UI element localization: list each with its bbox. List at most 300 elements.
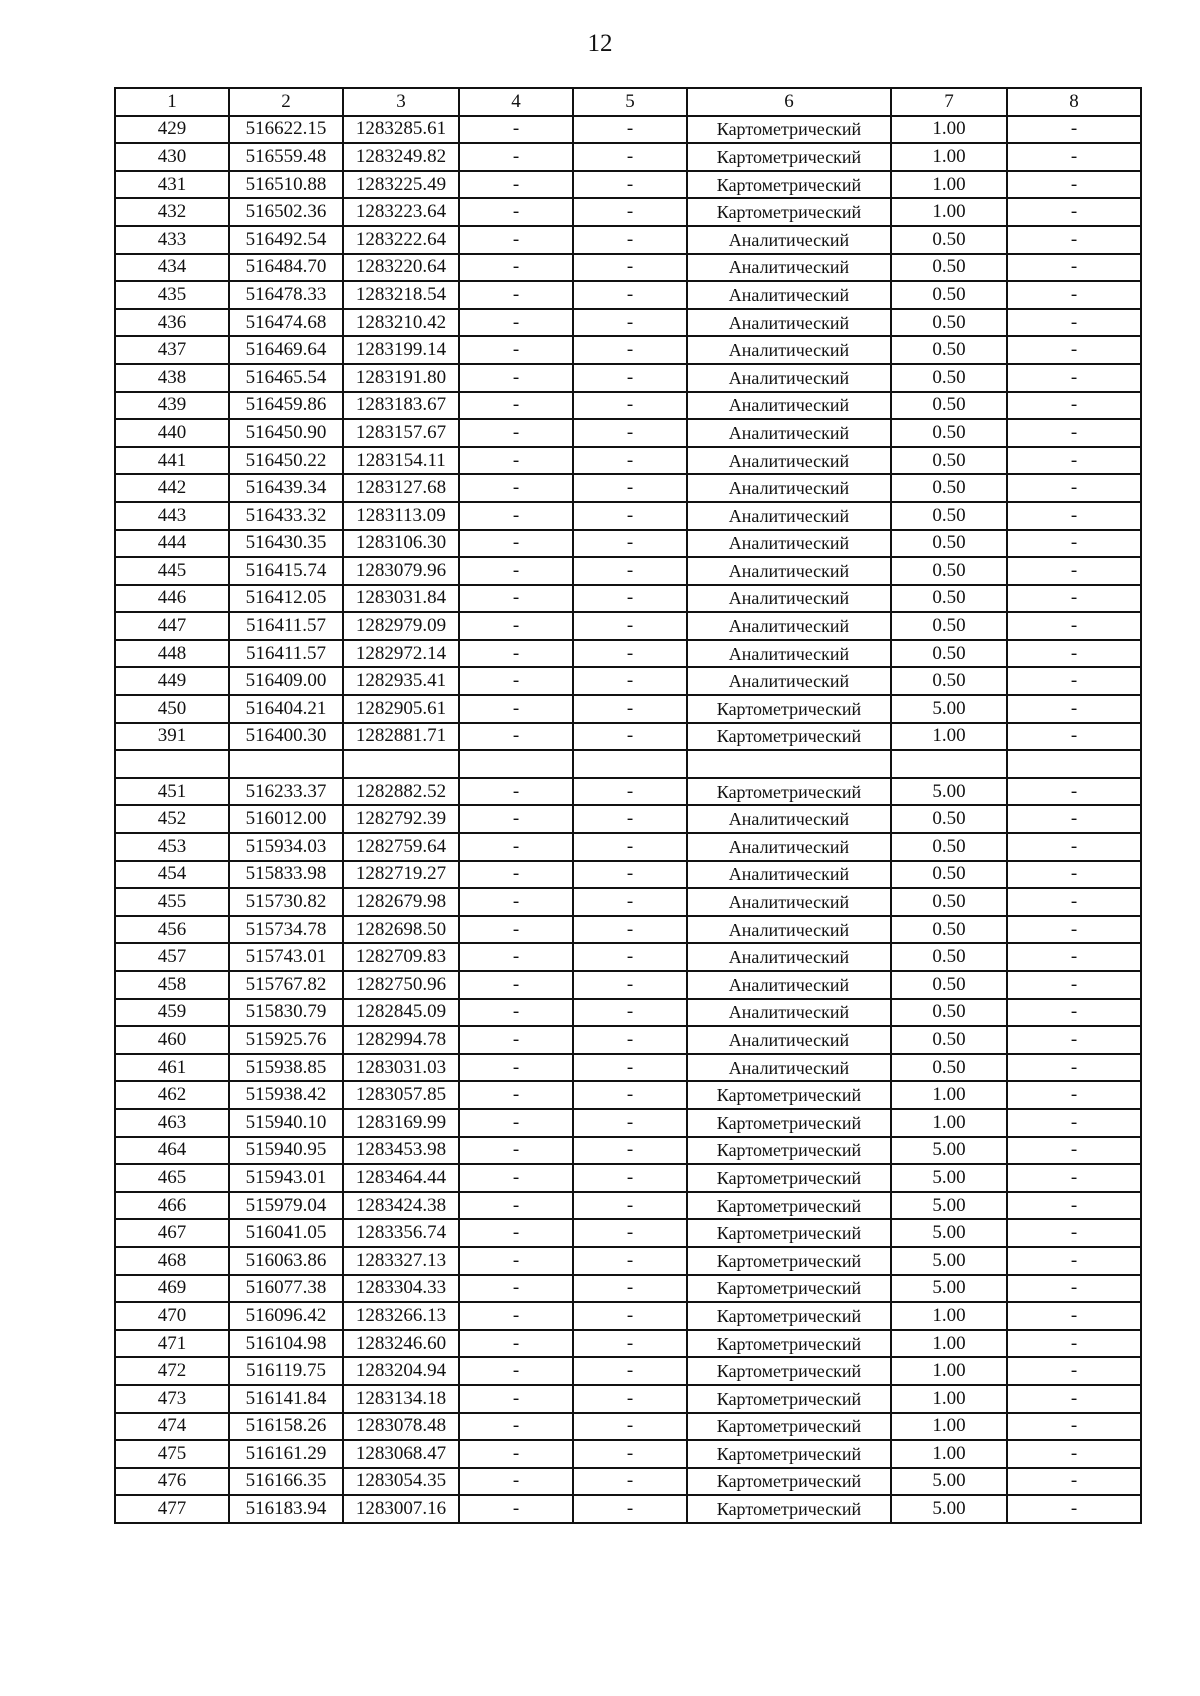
table-cell: 1.00 bbox=[891, 1330, 1007, 1358]
table-cell: - bbox=[459, 171, 573, 199]
table-cell: 5.00 bbox=[891, 778, 1007, 806]
table-cell bbox=[687, 750, 891, 778]
table-cell: 516478.33 bbox=[229, 281, 343, 309]
table-row bbox=[115, 309, 1141, 337]
table-cell bbox=[459, 750, 573, 778]
table-cell: 0.50 bbox=[891, 281, 1007, 309]
column-header: 3 bbox=[343, 88, 459, 116]
table-cell: 451 bbox=[115, 778, 229, 806]
table-cell: 516041.05 bbox=[229, 1219, 343, 1247]
table-cell: - bbox=[573, 1413, 687, 1441]
table-cell: 455 bbox=[115, 888, 229, 916]
table-cell: - bbox=[459, 1137, 573, 1165]
table-cell: 515934.03 bbox=[229, 833, 343, 861]
table-cell: 0.50 bbox=[891, 612, 1007, 640]
table-cell: Аналитический bbox=[687, 833, 891, 861]
table-cell: - bbox=[1007, 612, 1141, 640]
table-cell: - bbox=[1007, 999, 1141, 1027]
table-cell: 0.50 bbox=[891, 888, 1007, 916]
table-cell: - bbox=[1007, 943, 1141, 971]
table-cell: 457 bbox=[115, 943, 229, 971]
column-header: 2 bbox=[229, 88, 343, 116]
table-cell: - bbox=[459, 1275, 573, 1303]
table-cell: 1.00 bbox=[891, 1440, 1007, 1468]
table-cell: Аналитический bbox=[687, 447, 891, 475]
table-cell: - bbox=[1007, 1192, 1141, 1220]
table-cell: Картометрический bbox=[687, 778, 891, 806]
table-row bbox=[115, 171, 1141, 199]
table-row bbox=[115, 447, 1141, 475]
table-row bbox=[115, 1357, 1141, 1385]
table-cell: - bbox=[459, 530, 573, 558]
table-cell: Картометрический bbox=[687, 1440, 891, 1468]
table-row bbox=[115, 198, 1141, 226]
table-cell: 1283199.14 bbox=[343, 336, 459, 364]
table-cell: - bbox=[573, 971, 687, 999]
table-cell: - bbox=[1007, 1054, 1141, 1082]
table-cell: 516412.05 bbox=[229, 585, 343, 613]
table-cell: Аналитический bbox=[687, 474, 891, 502]
table-cell: 467 bbox=[115, 1219, 229, 1247]
table-cell: Картометрический bbox=[687, 1357, 891, 1385]
table-cell: Картометрический bbox=[687, 1495, 891, 1523]
table-cell: - bbox=[1007, 888, 1141, 916]
table-cell: 5.00 bbox=[891, 1219, 1007, 1247]
table-cell: - bbox=[573, 1247, 687, 1275]
table-cell: - bbox=[1007, 1468, 1141, 1496]
table-cell: - bbox=[1007, 364, 1141, 392]
table-cell: - bbox=[1007, 667, 1141, 695]
table-cell: Аналитический bbox=[687, 419, 891, 447]
table-cell: 1283007.16 bbox=[343, 1495, 459, 1523]
table-cell: - bbox=[573, 667, 687, 695]
table-cell: Аналитический bbox=[687, 336, 891, 364]
table-cell: - bbox=[459, 585, 573, 613]
table-cell: - bbox=[459, 805, 573, 833]
table-cell: - bbox=[459, 1385, 573, 1413]
table-row bbox=[115, 474, 1141, 502]
table-cell: 516415.74 bbox=[229, 557, 343, 585]
table-cell: 0.50 bbox=[891, 392, 1007, 420]
table-cell: 516183.94 bbox=[229, 1495, 343, 1523]
table-cell: 516484.70 bbox=[229, 254, 343, 282]
table-cell: 516012.00 bbox=[229, 805, 343, 833]
table-row bbox=[115, 557, 1141, 585]
table-cell: - bbox=[573, 281, 687, 309]
table-cell: 0.50 bbox=[891, 557, 1007, 585]
table-cell: - bbox=[573, 171, 687, 199]
table-cell: Картометрический bbox=[687, 1413, 891, 1441]
table-cell: - bbox=[1007, 695, 1141, 723]
table-cell: 449 bbox=[115, 667, 229, 695]
table-cell: 0.50 bbox=[891, 419, 1007, 447]
table-cell: 1283154.11 bbox=[343, 447, 459, 475]
table-cell: - bbox=[573, 1137, 687, 1165]
table-cell: - bbox=[459, 336, 573, 364]
table-cell: 391 bbox=[115, 723, 229, 751]
table-cell: - bbox=[1007, 1385, 1141, 1413]
table-cell: Аналитический bbox=[687, 392, 891, 420]
table-cell: 458 bbox=[115, 971, 229, 999]
table-cell: - bbox=[459, 143, 573, 171]
table-cell: - bbox=[459, 502, 573, 530]
table-row bbox=[115, 1164, 1141, 1192]
table-cell: 1283127.68 bbox=[343, 474, 459, 502]
table-cell: 516469.64 bbox=[229, 336, 343, 364]
table-cell: 516141.84 bbox=[229, 1385, 343, 1413]
column-header: 5 bbox=[573, 88, 687, 116]
table-cell: - bbox=[573, 557, 687, 585]
table-cell: - bbox=[1007, 1330, 1141, 1358]
table-cell: 516233.37 bbox=[229, 778, 343, 806]
table-cell: 516166.35 bbox=[229, 1468, 343, 1496]
table-cell: - bbox=[1007, 392, 1141, 420]
table-cell: Картометрический bbox=[687, 1164, 891, 1192]
table-cell: 0.50 bbox=[891, 530, 1007, 558]
table-cell: 1.00 bbox=[891, 1081, 1007, 1109]
table-cell: 516104.98 bbox=[229, 1330, 343, 1358]
table-cell: - bbox=[1007, 1247, 1141, 1275]
table-cell: - bbox=[573, 916, 687, 944]
table-cell: 1283113.09 bbox=[343, 502, 459, 530]
table-cell: 0.50 bbox=[891, 833, 1007, 861]
table-row bbox=[115, 1413, 1141, 1441]
table-cell: 516622.15 bbox=[229, 116, 343, 144]
table-cell: - bbox=[459, 1219, 573, 1247]
table-cell: 1283266.13 bbox=[343, 1302, 459, 1330]
table-row bbox=[115, 1468, 1141, 1496]
table-cell: - bbox=[1007, 1081, 1141, 1109]
table-cell: 1283204.94 bbox=[343, 1357, 459, 1385]
table-cell: 1282845.09 bbox=[343, 999, 459, 1027]
table-cell: - bbox=[573, 1081, 687, 1109]
table-cell: 433 bbox=[115, 226, 229, 254]
table-cell: - bbox=[573, 1495, 687, 1523]
table-cell: - bbox=[573, 612, 687, 640]
table-cell: - bbox=[459, 695, 573, 723]
table-cell: 0.50 bbox=[891, 1026, 1007, 1054]
table-cell bbox=[115, 750, 229, 778]
table-cell: 5.00 bbox=[891, 1275, 1007, 1303]
table-header-row bbox=[115, 88, 1141, 116]
table-cell: 470 bbox=[115, 1302, 229, 1330]
table-cell: - bbox=[459, 1357, 573, 1385]
table-cell: 1283222.64 bbox=[343, 226, 459, 254]
table-cell: 430 bbox=[115, 143, 229, 171]
table-cell: Картометрический bbox=[687, 1219, 891, 1247]
table-cell: - bbox=[573, 1357, 687, 1385]
table-row bbox=[115, 1109, 1141, 1137]
table-cell: - bbox=[573, 392, 687, 420]
table-cell: - bbox=[573, 1385, 687, 1413]
table-cell: - bbox=[459, 1054, 573, 1082]
table-cell: 1.00 bbox=[891, 723, 1007, 751]
table-cell: 440 bbox=[115, 419, 229, 447]
table-cell: Картометрический bbox=[687, 1247, 891, 1275]
table-cell: - bbox=[1007, 1275, 1141, 1303]
table-cell: - bbox=[573, 695, 687, 723]
table-cell: Картометрический bbox=[687, 143, 891, 171]
table-cell: 515943.01 bbox=[229, 1164, 343, 1192]
table-row bbox=[115, 143, 1141, 171]
table-row bbox=[115, 695, 1141, 723]
table-cell: 474 bbox=[115, 1413, 229, 1441]
table-cell: - bbox=[1007, 419, 1141, 447]
table-cell: - bbox=[573, 226, 687, 254]
table-cell: 516161.29 bbox=[229, 1440, 343, 1468]
table-cell: - bbox=[1007, 226, 1141, 254]
table-cell: - bbox=[573, 447, 687, 475]
table-cell: 465 bbox=[115, 1164, 229, 1192]
table-row bbox=[115, 364, 1141, 392]
table-cell: - bbox=[573, 116, 687, 144]
table-cell: - bbox=[1007, 1495, 1141, 1523]
table-cell: 452 bbox=[115, 805, 229, 833]
table-row bbox=[115, 419, 1141, 447]
table-row bbox=[115, 1440, 1141, 1468]
table-cell: 1283356.74 bbox=[343, 1219, 459, 1247]
table-row bbox=[115, 805, 1141, 833]
table-cell: - bbox=[459, 916, 573, 944]
table-cell: 0.50 bbox=[891, 226, 1007, 254]
table-cell: 1283220.64 bbox=[343, 254, 459, 282]
table-cell: 515925.76 bbox=[229, 1026, 343, 1054]
table-cell: 515743.01 bbox=[229, 943, 343, 971]
table-cell: 446 bbox=[115, 585, 229, 613]
table-cell: Аналитический bbox=[687, 805, 891, 833]
table-row bbox=[115, 833, 1141, 861]
table-cell: - bbox=[573, 1054, 687, 1082]
table-cell: 516430.35 bbox=[229, 530, 343, 558]
table-cell: - bbox=[459, 1440, 573, 1468]
table-cell: 1283169.99 bbox=[343, 1109, 459, 1137]
table-cell: 516459.86 bbox=[229, 392, 343, 420]
table-cell: 516439.34 bbox=[229, 474, 343, 502]
table-cell: - bbox=[1007, 805, 1141, 833]
table-cell: 0.50 bbox=[891, 585, 1007, 613]
table-row bbox=[115, 888, 1141, 916]
table-cell: - bbox=[459, 1081, 573, 1109]
table-cell: - bbox=[573, 502, 687, 530]
table-cell: Аналитический bbox=[687, 971, 891, 999]
table-cell: - bbox=[1007, 1413, 1141, 1441]
table-cell: - bbox=[1007, 1164, 1141, 1192]
table-cell: 1283054.35 bbox=[343, 1468, 459, 1496]
table-cell: 1283249.82 bbox=[343, 143, 459, 171]
table-cell: 437 bbox=[115, 336, 229, 364]
table-row bbox=[115, 1495, 1141, 1523]
table-cell: 1282679.98 bbox=[343, 888, 459, 916]
table-cell: - bbox=[573, 999, 687, 1027]
table-cell: Аналитический bbox=[687, 943, 891, 971]
table-cell: - bbox=[1007, 1302, 1141, 1330]
table-cell: 1.00 bbox=[891, 1109, 1007, 1137]
table-cell: 431 bbox=[115, 171, 229, 199]
table-cell: 1283225.49 bbox=[343, 171, 459, 199]
table-cell: - bbox=[573, 585, 687, 613]
table-cell: 5.00 bbox=[891, 1468, 1007, 1496]
table-cell: 441 bbox=[115, 447, 229, 475]
table-cell: 471 bbox=[115, 1330, 229, 1358]
table-cell: 1283183.67 bbox=[343, 392, 459, 420]
table-cell: 0.50 bbox=[891, 1054, 1007, 1082]
table-cell: 516158.26 bbox=[229, 1413, 343, 1441]
table-cell bbox=[229, 750, 343, 778]
table-cell: Картометрический bbox=[687, 1302, 891, 1330]
table-cell: 516411.57 bbox=[229, 640, 343, 668]
table-cell: Аналитический bbox=[687, 861, 891, 889]
table-cell: 1.00 bbox=[891, 1302, 1007, 1330]
table-cell: - bbox=[459, 612, 573, 640]
table-cell: 0.50 bbox=[891, 364, 1007, 392]
table-cell: 516400.30 bbox=[229, 723, 343, 751]
table-cell: 460 bbox=[115, 1026, 229, 1054]
table-cell: 466 bbox=[115, 1192, 229, 1220]
table-cell: - bbox=[1007, 723, 1141, 751]
table-cell: 1283057.85 bbox=[343, 1081, 459, 1109]
table-cell: 516474.68 bbox=[229, 309, 343, 337]
table-cell: 5.00 bbox=[891, 1247, 1007, 1275]
table-cell: Картометрический bbox=[687, 1330, 891, 1358]
table-cell: 1282935.41 bbox=[343, 667, 459, 695]
column-header: 6 bbox=[687, 88, 891, 116]
table-cell: - bbox=[1007, 281, 1141, 309]
table-cell: 0.50 bbox=[891, 474, 1007, 502]
table-cell: 469 bbox=[115, 1275, 229, 1303]
table-cell: - bbox=[1007, 585, 1141, 613]
table-cell: Аналитический bbox=[687, 364, 891, 392]
table-row bbox=[115, 336, 1141, 364]
table-cell: 1282792.39 bbox=[343, 805, 459, 833]
table-cell: 1283068.47 bbox=[343, 1440, 459, 1468]
table-row bbox=[115, 861, 1141, 889]
table-cell: 1283191.80 bbox=[343, 364, 459, 392]
table-cell: 436 bbox=[115, 309, 229, 337]
column-header: 8 bbox=[1007, 88, 1141, 116]
table-cell: - bbox=[459, 254, 573, 282]
table-cell: 1283031.03 bbox=[343, 1054, 459, 1082]
table-cell: 0.50 bbox=[891, 916, 1007, 944]
table-cell: 0.50 bbox=[891, 943, 1007, 971]
table-cell: 448 bbox=[115, 640, 229, 668]
table-cell: 1282759.64 bbox=[343, 833, 459, 861]
table-cell: - bbox=[1007, 833, 1141, 861]
table-row bbox=[115, 1330, 1141, 1358]
column-header: 4 bbox=[459, 88, 573, 116]
table-cell: Аналитический bbox=[687, 916, 891, 944]
table-cell: 516510.88 bbox=[229, 171, 343, 199]
table-cell: - bbox=[1007, 143, 1141, 171]
table-cell: 516502.36 bbox=[229, 198, 343, 226]
table-cell: - bbox=[573, 1302, 687, 1330]
table-cell: - bbox=[1007, 861, 1141, 889]
table-cell: - bbox=[573, 309, 687, 337]
table-cell: 472 bbox=[115, 1357, 229, 1385]
table-cell: - bbox=[1007, 916, 1141, 944]
table-cell: 0.50 bbox=[891, 999, 1007, 1027]
table-cell: Картометрический bbox=[687, 1385, 891, 1413]
table-cell: - bbox=[573, 1192, 687, 1220]
table-row bbox=[115, 999, 1141, 1027]
table-cell: 1283031.84 bbox=[343, 585, 459, 613]
table-cell: - bbox=[573, 419, 687, 447]
table-cell: 516119.75 bbox=[229, 1357, 343, 1385]
table-cell: 1282994.78 bbox=[343, 1026, 459, 1054]
table-cell: 0.50 bbox=[891, 861, 1007, 889]
table-cell: 516433.32 bbox=[229, 502, 343, 530]
coordinates-table bbox=[114, 87, 1142, 1524]
table-cell: 1283424.38 bbox=[343, 1192, 459, 1220]
table-cell: - bbox=[1007, 1219, 1141, 1247]
table-cell: 515830.79 bbox=[229, 999, 343, 1027]
table-cell: - bbox=[459, 364, 573, 392]
table-cell: - bbox=[573, 833, 687, 861]
table-cell: 1282719.27 bbox=[343, 861, 459, 889]
table-cell: 438 bbox=[115, 364, 229, 392]
table-cell: 1283246.60 bbox=[343, 1330, 459, 1358]
table-cell: Аналитический bbox=[687, 667, 891, 695]
table-cell: - bbox=[459, 309, 573, 337]
table-cell: 1283453.98 bbox=[343, 1137, 459, 1165]
table-cell: 1.00 bbox=[891, 116, 1007, 144]
table-cell: Аналитический bbox=[687, 640, 891, 668]
table-cell: 453 bbox=[115, 833, 229, 861]
table-cell: Аналитический bbox=[687, 281, 891, 309]
table-cell: Аналитический bbox=[687, 1026, 891, 1054]
table-cell: 434 bbox=[115, 254, 229, 282]
table-cell: Картометрический bbox=[687, 695, 891, 723]
table-cell bbox=[343, 750, 459, 778]
table-cell: 5.00 bbox=[891, 1495, 1007, 1523]
table-cell: - bbox=[1007, 557, 1141, 585]
table-cell: 515940.10 bbox=[229, 1109, 343, 1137]
table-cell: - bbox=[1007, 640, 1141, 668]
table-cell: 1282972.14 bbox=[343, 640, 459, 668]
table-cell: - bbox=[459, 943, 573, 971]
table-cell: - bbox=[573, 1330, 687, 1358]
table-cell: - bbox=[459, 1247, 573, 1275]
table-cell: - bbox=[1007, 474, 1141, 502]
table-cell: 515767.82 bbox=[229, 971, 343, 999]
table-cell: - bbox=[459, 833, 573, 861]
table-cell: - bbox=[459, 971, 573, 999]
table-cell: - bbox=[459, 1330, 573, 1358]
table-cell: - bbox=[573, 336, 687, 364]
table-cell: 1283218.54 bbox=[343, 281, 459, 309]
table-cell: 515734.78 bbox=[229, 916, 343, 944]
table-cell: 516077.38 bbox=[229, 1275, 343, 1303]
table-cell: - bbox=[573, 364, 687, 392]
table-cell: 444 bbox=[115, 530, 229, 558]
table-cell: Аналитический bbox=[687, 502, 891, 530]
table-cell: 0.50 bbox=[891, 447, 1007, 475]
table-row bbox=[115, 943, 1141, 971]
table-row bbox=[115, 778, 1141, 806]
table-cell: 476 bbox=[115, 1468, 229, 1496]
table-cell: - bbox=[1007, 447, 1141, 475]
table-cell: 1283327.13 bbox=[343, 1247, 459, 1275]
table-cell: 515938.85 bbox=[229, 1054, 343, 1082]
table-cell: 473 bbox=[115, 1385, 229, 1413]
table-cell: - bbox=[573, 1275, 687, 1303]
table-cell: 1282882.52 bbox=[343, 778, 459, 806]
table-cell: - bbox=[459, 640, 573, 668]
table-cell: Картометрический bbox=[687, 198, 891, 226]
table-cell: - bbox=[573, 254, 687, 282]
table-cell: - bbox=[459, 447, 573, 475]
table-cell: 5.00 bbox=[891, 1137, 1007, 1165]
table-cell: 1283285.61 bbox=[343, 116, 459, 144]
